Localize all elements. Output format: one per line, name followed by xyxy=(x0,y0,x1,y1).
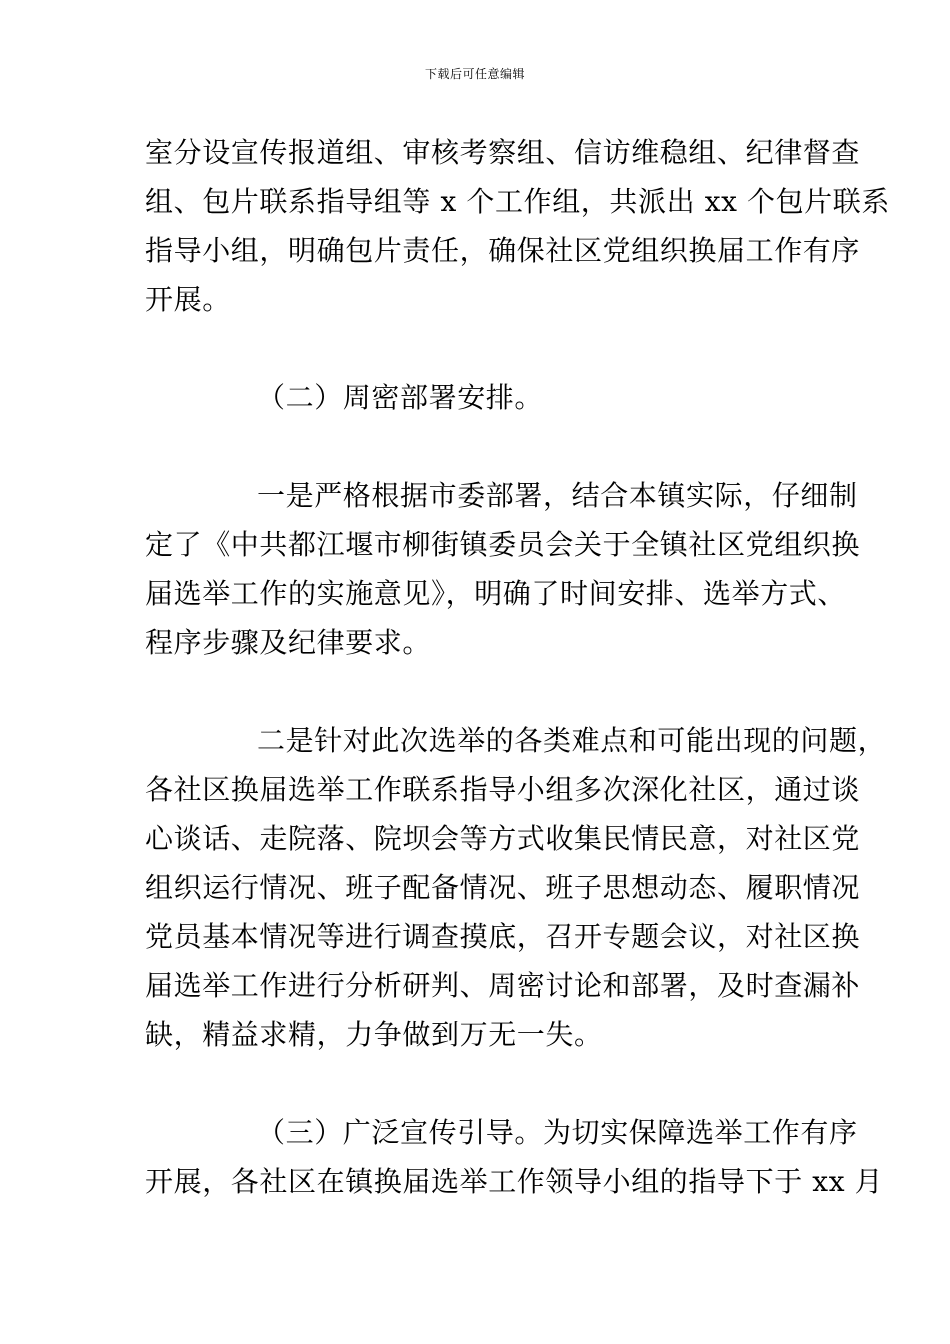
text-line: 缺，精益求精，力争做到万无一失。 xyxy=(145,1018,603,1051)
text-line: 届选举工作进行分析研判、周密讨论和部署，及时查漏补 xyxy=(145,969,861,1002)
text-line: 组织运行情况、班子配备情况、班子思想动态、履职情况 xyxy=(145,871,861,904)
paragraph-second-point xyxy=(145,716,887,1059)
text-line: 心谈话、走院落、院坝会等方式收集民情民意，对社区党 xyxy=(145,822,861,855)
text-line: 一是严格根据市委部署，结合本镇实际，仔细制 xyxy=(257,479,858,512)
section-heading-2 xyxy=(145,373,825,422)
text-line: 室分设宣传报道组、审核考察组、信访维稳组、纪律督查 xyxy=(145,136,861,169)
text-line: 程序步骤及纪律要求。 xyxy=(145,626,432,659)
page-header-note: 下载后可任意编辑 xyxy=(424,67,525,81)
text-line: 党员基本情况等进行调查摸底，召开专题会议，对社区换 xyxy=(145,920,861,953)
text-line: 指导小组，明确包片责任，确保社区党组织换届工作有序 xyxy=(145,234,861,267)
text-line: 组、包片联系指导组等 x 个工作组，共派出 xx 个包片联系 xyxy=(145,185,890,218)
text-line: （三）广泛宣传引导。为切实保障选举工作有序 xyxy=(257,1116,858,1149)
section-heading: （二）周密部署安排。 xyxy=(257,381,544,414)
paragraph-section-3 xyxy=(145,1108,884,1206)
text-line: 各社区换届选举工作联系指导小组多次深化社区，通过谈 xyxy=(145,773,861,806)
paragraph-first-point xyxy=(145,471,861,667)
document-body xyxy=(145,128,890,1206)
text-line: 开展。 xyxy=(145,283,231,316)
text-line: 届选举工作的实施意见》，明确了时间安排、选举方式、 xyxy=(145,577,847,610)
text-line: 二是针对此次选举的各类难点和可能出现的问题， xyxy=(257,724,887,757)
text-line: 开展，各社区在镇换届选举工作领导小组的指导下于 xx 月 xyxy=(145,1165,884,1198)
paragraph-work-groups xyxy=(145,128,890,324)
text-line: 定了《中共都江堰市柳街镇委员会关于全镇社区党组织换 xyxy=(145,528,861,561)
